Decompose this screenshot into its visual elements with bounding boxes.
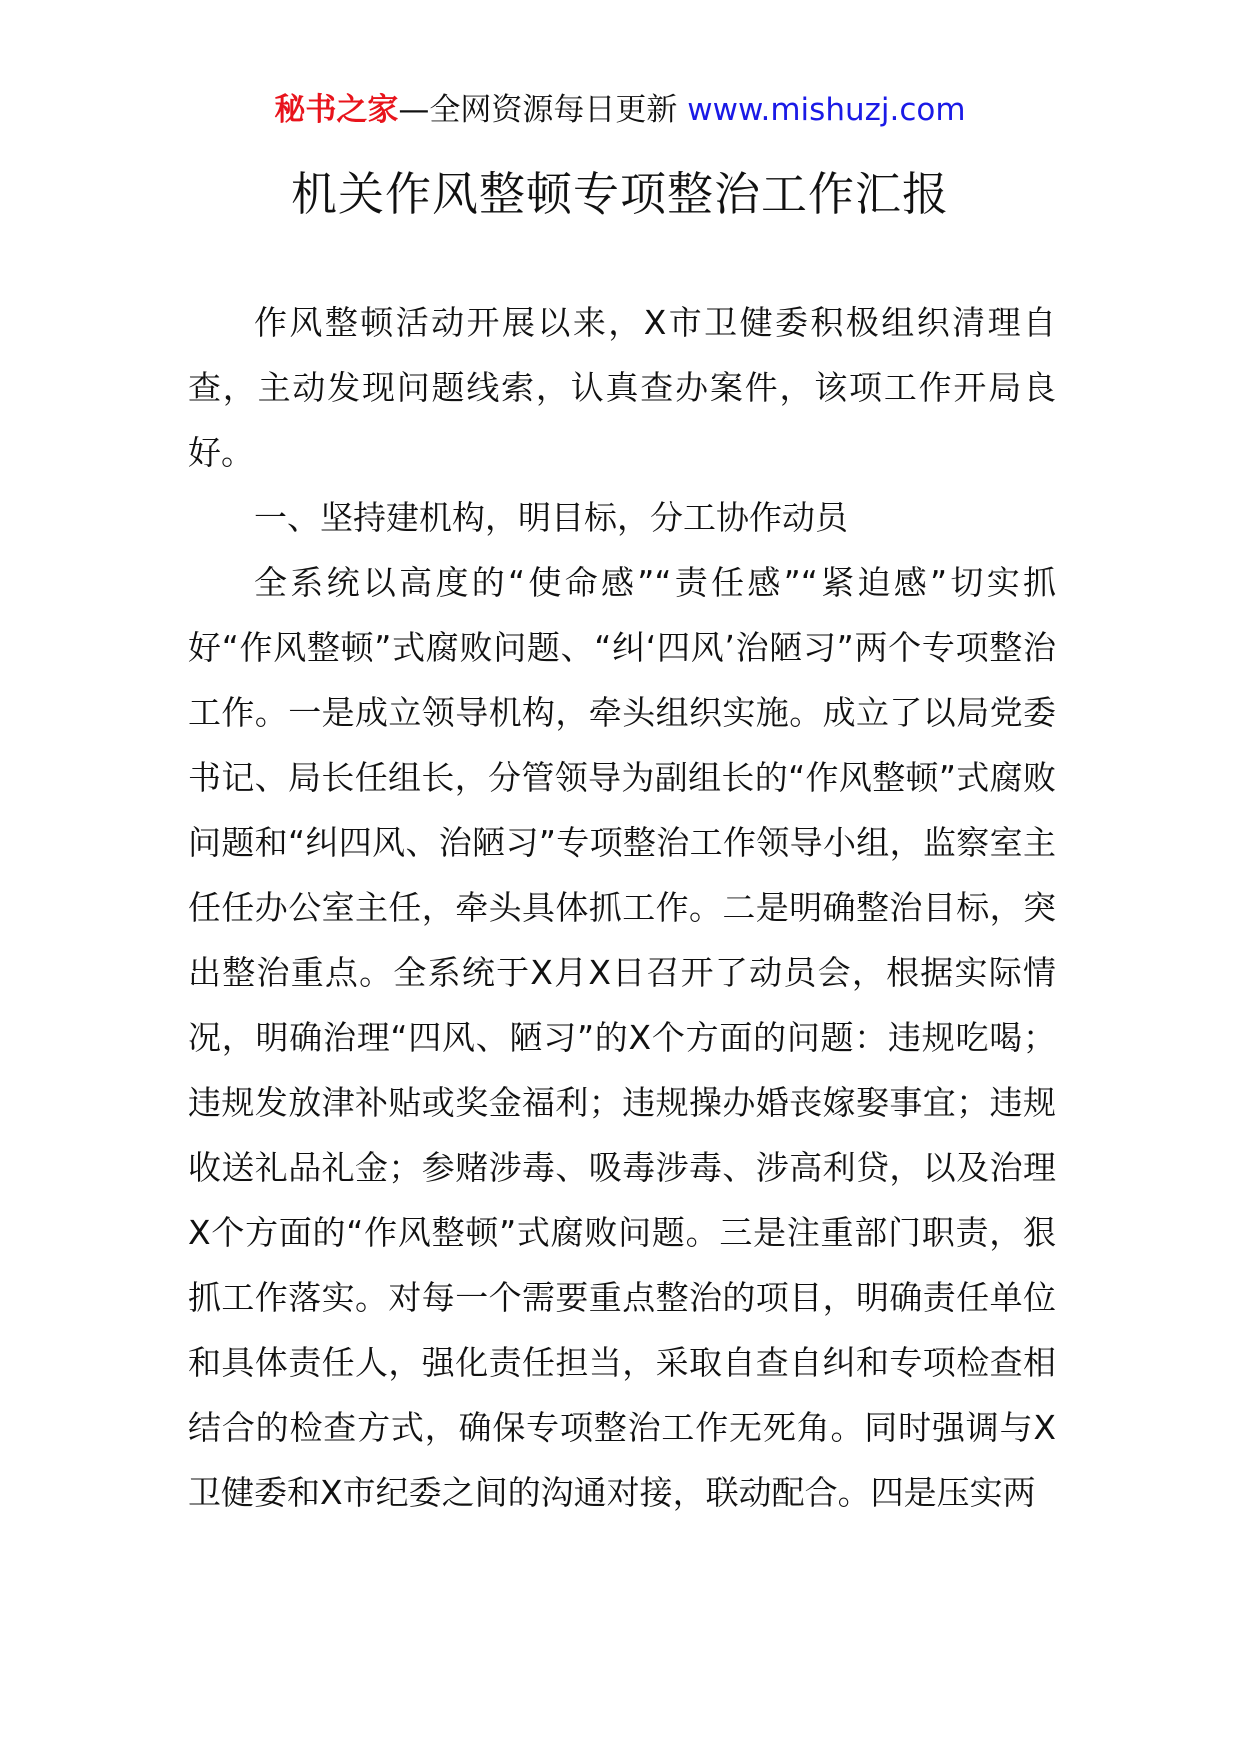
section-paragraph: 全系统以高度的“使命感”“责任感”“紧迫感”切实抓好“作风整顿”式腐败问题、“纠‘四风’治陋习”两个专项整治工作。一是成立领导机构，牵头组织实施。成立了以局党委书记、局长任组长，分管领导为副组长的“作风整顿”式腐败问题和“纠四风、治陋习”专项整治工作领导小组，监察室主任任办公室主任，牵头具体抓工作。二是明确整治目标，突出整治重点。全系统于X月X日召开了动员会，根据实际情况，明确治理“四风、陋习”的X个方面的问题：违规吃喝；违规发放津补贴或奖金福利；违规操办婚丧嫁娶事宜；违规收送礼品礼金；参赌涉毒、吸毒涉毒、涉高利贷，以及治理X个方面的“作风整顿”式腐败问题。三是注重部门职责，狠抓工作落实。对每一个需要重点整治的项目，明确责任单位和具体责任人，强化责任担当，采取自查自纠和专项检查相结合的检查方式，确保专项整治工作无死角。同时强调与X卫健委和X市纪委之间的沟通对接，联动配合。四是压实两 <box>188 563 1056 1512</box>
site-header <box>0 88 1240 132</box>
document-title: 机关作风整顿专项整治工作汇报 <box>291 167 949 221</box>
section-heading: 一、坚持建机构，明目标，分工协作动员 <box>254 498 848 537</box>
site-tagline: —全网资源每日更新 <box>398 92 678 128</box>
document-body <box>188 290 1056 1525</box>
site-url-link[interactable]: www.mishuzj.com <box>687 92 966 128</box>
intro-paragraph: 作风整顿活动开展以来，X市卫健委积极组织清理自查，主动发现问题线索，认真查办案件，该项工作开局良好。 <box>188 303 1056 472</box>
site-brand: 秘书之家 <box>274 92 399 128</box>
